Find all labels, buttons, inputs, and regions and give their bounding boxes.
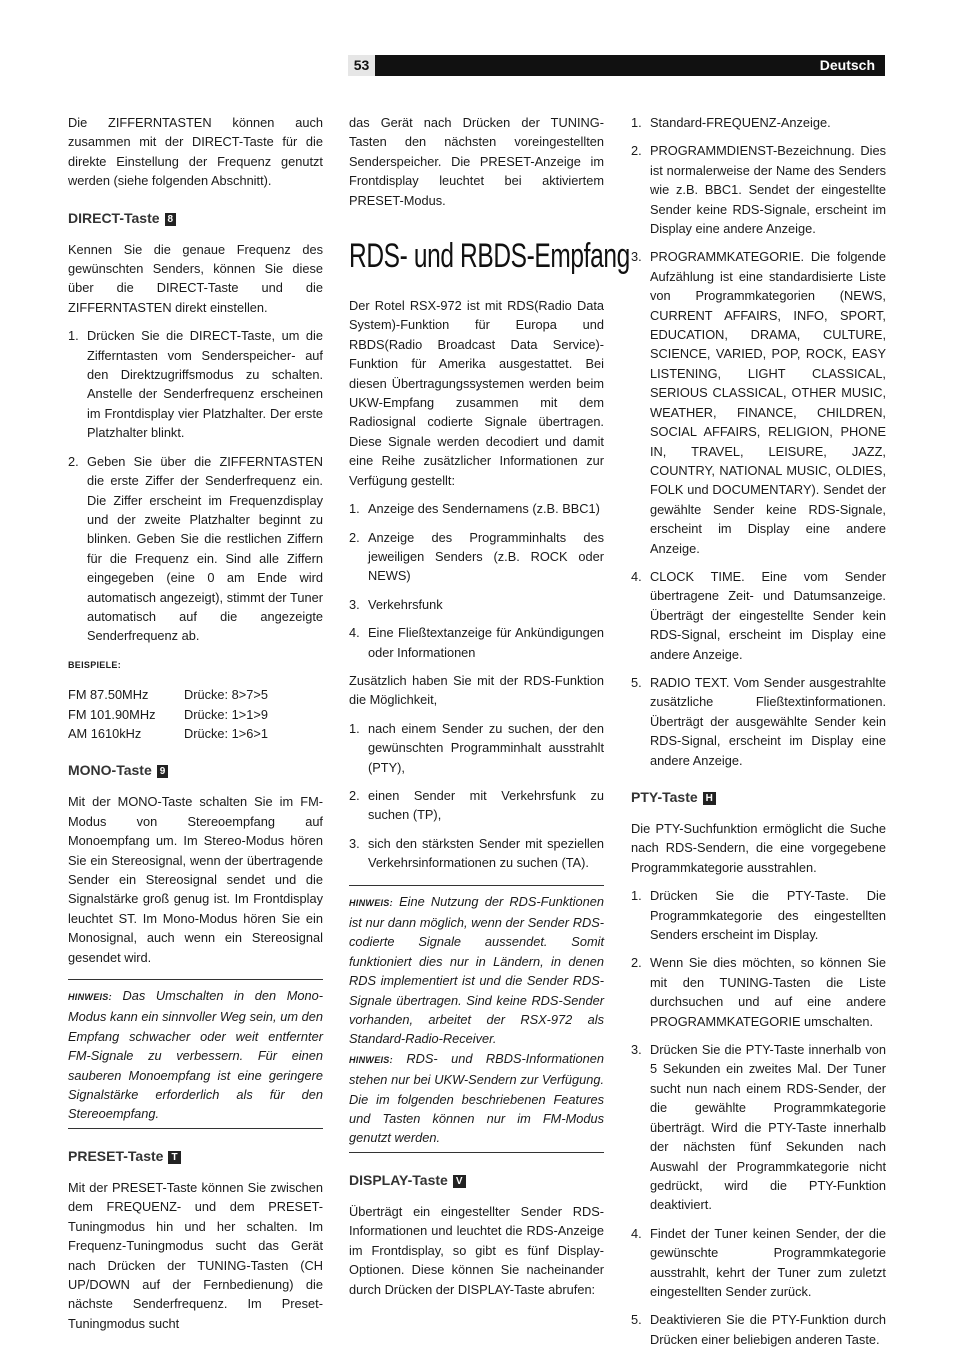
rds-main-heading: RDS- und RBDS-Empfang	[349, 237, 630, 276]
mono-title: MONO-Taste	[68, 762, 152, 779]
list-item: 1. Drücken Sie die DIRECT-Taste, um die Zifferntasten vom Senderspeicher- auf den Direktzugriffsmodus zu schalten. Anstelle der Senderfrequenz erscheinen im Frontdisplay vier Platzhalter. Der erste Platzhalter blinkt.	[68, 328, 323, 441]
column-left	[68, 113, 323, 1342]
page-number: 53	[348, 55, 375, 76]
rds-feature-list	[349, 499, 604, 662]
preset-title: PRESET-Taste	[68, 1147, 164, 1164]
mono-note	[68, 979, 323, 1129]
display-badge: V	[453, 1175, 466, 1188]
list-item: 2. Anzeige des Programminhalts des jeweiligen Senders (z.B. ROCK oder NEWS)	[349, 529, 604, 584]
list-item: 3. PROGRAMMKATEGORIE. Die folgende Aufzählung ist eine standardisierte Liste von Programmkategorien (NEWS, CURRENT AFFAIRS, INFO, SPORT, EDUCATION, DRAMA, CULTURE, SCIENCE, VARIED, POP, ROCK, EASY LISTENING, LIGHT CLASSICAL, SERIOUS CLASSICAL, OTHER MUSIC, WEATHER, FINANCE, CHILDREN, SOCIAL AFFAIRS, RELIGION, PHONE IN, TRAVEL, LEISURE, JAZZ, COUNTRY, NATIONAL MUSIC, OLDIES, FOLK und DOCUMENTARY). Sendet der gewählte Sender keine RDS-Signale, erscheint im Display eine andere Anzeige.	[631, 249, 886, 556]
pty-title: PTY-Taste	[631, 789, 698, 805]
note-text: RDS- und RBDS-Informationen stehen nur bei UKW-Sendern zur Verfügung. Die im folgenden beschriebenen Features und Tasten können nur im FM-Modus genutzt werden.	[349, 1050, 604, 1146]
table-row: FM 87.50MHz Drücke: 8>7>5	[68, 687, 268, 703]
direct-steps	[68, 326, 323, 646]
note-label: HINWEIS:	[349, 1054, 393, 1065]
list-item: 5. RADIO TEXT. Vom Sender ausgestrahlte zusätzliche Fließtextinformationen. Überträgt der ausgewählte Sender kein RDS-Signal, erscheint im Display eine andere Anzeige.	[631, 674, 886, 768]
table-row: FM 101.90MHz Drücke: 1>1>9	[68, 706, 268, 722]
list-item: 2. Geben Sie über die ZIFFERNTASTEN die erste Ziffer der Senderfrequenz ein. Die Ziffer erscheint im Frequenzdisplay und der zweite Platzhalter beginnt zu blinken. Geben Sie die restlichen Ziffern für die Frequenz ein. Sind alle Ziffern eingegeben (eine 0 am Ende wird automatisch angezeigt), stimmt der Tuner automatisch auf die angezeigte Senderfrequenz ab.	[68, 453, 323, 644]
table-row: AM 1610kHz Drücke: 1>6>1	[68, 725, 268, 741]
direct-badge: 8	[165, 213, 177, 226]
list-item: 3. Verkehrsfunk	[349, 596, 443, 612]
column-right	[631, 113, 886, 1358]
column-middle	[349, 113, 630, 1308]
note-text: Eine Nutzung der RDS-Funktionen ist nur dann möglich, wenn der Sender RDS-codierte Signale aussendet. Somit funktioniert dies nur in Ländern, in denen RDS implementiert ist und die Sender RDS-Signale übertragen. Sind keine RDS-Sender vorhanden, arbeitet der RSX-972 als Standard-Radio-Receiver.	[349, 893, 604, 1047]
rds-paragraph: Der Rotel RSX-972 ist mit RDS(Radio Data System)-Funktion für Europa und RBDS(Radio Broadcast Data Service)-Funktion für Amerika ausgestattet. Bei diesen Übertragungssystemen werden beim UKW-Empfang zusammen mit dem Radiosignal codierte Signale übertragen. Diese Signale werden decodiert und damit eine Reihe zusätzlicher Informationen zur Verfügung gestellt:	[349, 298, 604, 488]
display-paragraph: Überträgt ein eingestellter Sender RDS-Informationen und leuchtet die RDS-Anzeige im Frontdisplay, so gibt es fünf Display-Optionen. Diese können Sie nacheinander durch Drücken der DISPLAY-Taste abrufen:	[349, 1203, 604, 1297]
list-item: 4. CLOCK TIME. Eine vom Sender übertragene Zeit- und Datumsanzeige. Überträgt der eingestellte Sender kein RDS-Signal, erscheint im Display eine andere Anzeige.	[631, 568, 886, 662]
list-item: 3. Drücken Sie die PTY-Taste innerhalb von 5 Sekunden ein zweites Mal. Der Tuner sucht nun nach einem RDS-Sender, der die gewählte Programmkategorie überträgt. Wird die PTY-Taste innerhalb der nächsten fünf Sekunden nach Auswahl der Programmkategorie nicht gedrückt, wird die PTY-Funktion deaktiviert.	[631, 1042, 886, 1213]
direct-paragraph: Kennen Sie die genaue Frequenz des gewünschten Senders, können Sie diese über die DIRECT-Taste und die ZIFFERNTASTEN direkt einstellen.	[68, 241, 323, 315]
mono-paragraph: Mit der MONO-Taste schalten Sie im FM-Modus von Stereoempfang auf Monoempfang um. Im Stereo-Modus hören Sie ein Stereosignal, wenn der übertragende Sender ein Stereosignal sendet und die Signalstärke groß genug ist. Im Frontdisplay leuchtet ST. Im Mono-Modus hören Sie ein Monosignal, auch wenn ein Stereosignal gesendet wird.	[68, 794, 323, 965]
display-title: DISPLAY-Taste	[349, 1171, 448, 1188]
list-item: 1. nach einem Sender zu suchen, der den gewünschten Programminhalt ausstrahlt (PTY),	[349, 720, 604, 775]
pty-paragraph: Die PTY-Suchfunktion ermöglicht die Suche nach RDS-Sendern, die eine vorgegebene Programmkategorie ausstrahlen.	[631, 821, 886, 875]
examples-table	[68, 685, 268, 743]
note-text: Das Umschalten in den Mono-Modus kann ein sinnvoller Weg sein, um den Empfang schwacher oder weit entfernter FM-Signale zu verbessern. Für einen sauberen Monoempfang ist eine geringere Signalstärke erforderlich als für den Stereoempfang.	[68, 988, 323, 1122]
rds-notes	[349, 885, 604, 1153]
language-label: Deutsch	[819, 57, 875, 73]
list-item: 1. Drücken Sie die PTY-Taste. Die Programmkategorie des eingestellten Senders erscheint im Display.	[631, 888, 886, 943]
list-item: 3. sich den stärksten Sender mit speziellen Verkehrsinformationen zu suchen (TA).	[349, 835, 604, 871]
rds-extra-paragraph: Zusätzlich haben Sie mit der RDS-Funktion die Möglichkeit,	[349, 672, 604, 708]
list-item: 1. Standard-FREQUENZ-Anzeige.	[631, 115, 831, 130]
preset-paragraph: Mit der PRESET-Taste können Sie zwischen dem FREQUENZ- und dem PRESET-Tuningmodus hin und her schalten. Im Frequenz-Tuningmodus sucht das Gerät nach Drücken der TUNING-Tasten (CH UP/DOWN auf der Fernbedienung) die nächste Senderfrequenz. Im Preset-Tuningmodus sucht	[68, 1179, 323, 1331]
pty-badge: H	[703, 792, 716, 805]
examples-label: BEISPIELE:	[68, 659, 122, 670]
list-item: 2. einen Sender mit Verkehrsfunk zu suchen (TP),	[349, 787, 604, 823]
preset-badge: T	[168, 1151, 180, 1164]
mono-section-heading	[68, 761, 323, 779]
list-item: 4. Findet der Tuner keinen Sender, der die gewünschte Programmkategorie ausstrahlt, kehrt der Tuner zum zuletzt eingestellten Sender zurück.	[631, 1225, 886, 1299]
note-label: HINWEIS:	[349, 897, 393, 908]
preset-section-heading	[68, 1147, 323, 1165]
list-item: 5. Deaktivieren Sie die PTY-Funktion durch Drücken einer beliebigen anderen Taste.	[631, 1312, 886, 1347]
direct-section-heading	[68, 209, 323, 227]
page-header-bar	[348, 55, 885, 76]
mono-badge: 9	[157, 765, 169, 778]
list-item: 2. PROGRAMMDIENST-Bezeichnung. Dies ist normalerweise der Name des Senders wie z.B. BBC1. Sendet der eingestellte Sender keine RDS-Signale, erscheint im Display eine andere Anzeige.	[631, 143, 886, 237]
rds-extra-list	[349, 719, 604, 873]
intro-paragraph: Die ZIFFERNTASTEN können auch zusammen mit der DIRECT-Taste für die direkte Einstellung der Frequenz genutzt werden (siehe folgenden Abschnitt).	[68, 115, 323, 189]
list-item: 1. Anzeige des Sendernamens (z.B. BBC1)	[349, 501, 600, 517]
pty-steps	[631, 886, 886, 1349]
note-label: HINWEIS:	[68, 992, 112, 1003]
preset-continued-paragraph: das Gerät nach Drücken der TUNING-Tasten den nächsten voreingestellten Senderspeicher. Die PRESET-Anzeige im Frontdisplay leuchtet bei aktiviertem PRESET-Modus.	[349, 115, 604, 208]
direct-title: DIRECT-Taste	[68, 209, 160, 226]
display-section-heading	[349, 1171, 604, 1189]
display-options-list	[631, 113, 886, 770]
pty-section-heading	[631, 788, 886, 806]
list-item: 2. Wenn Sie dies möchten, so können Sie mit den TUNING-Tasten die Liste durchsuchen und auf eine andere PROGRAMMKATEGORIE umschalten.	[631, 955, 886, 1029]
list-item: 4. Eine Fließtextanzeige für Ankündigungen oder Informationen	[349, 625, 604, 660]
